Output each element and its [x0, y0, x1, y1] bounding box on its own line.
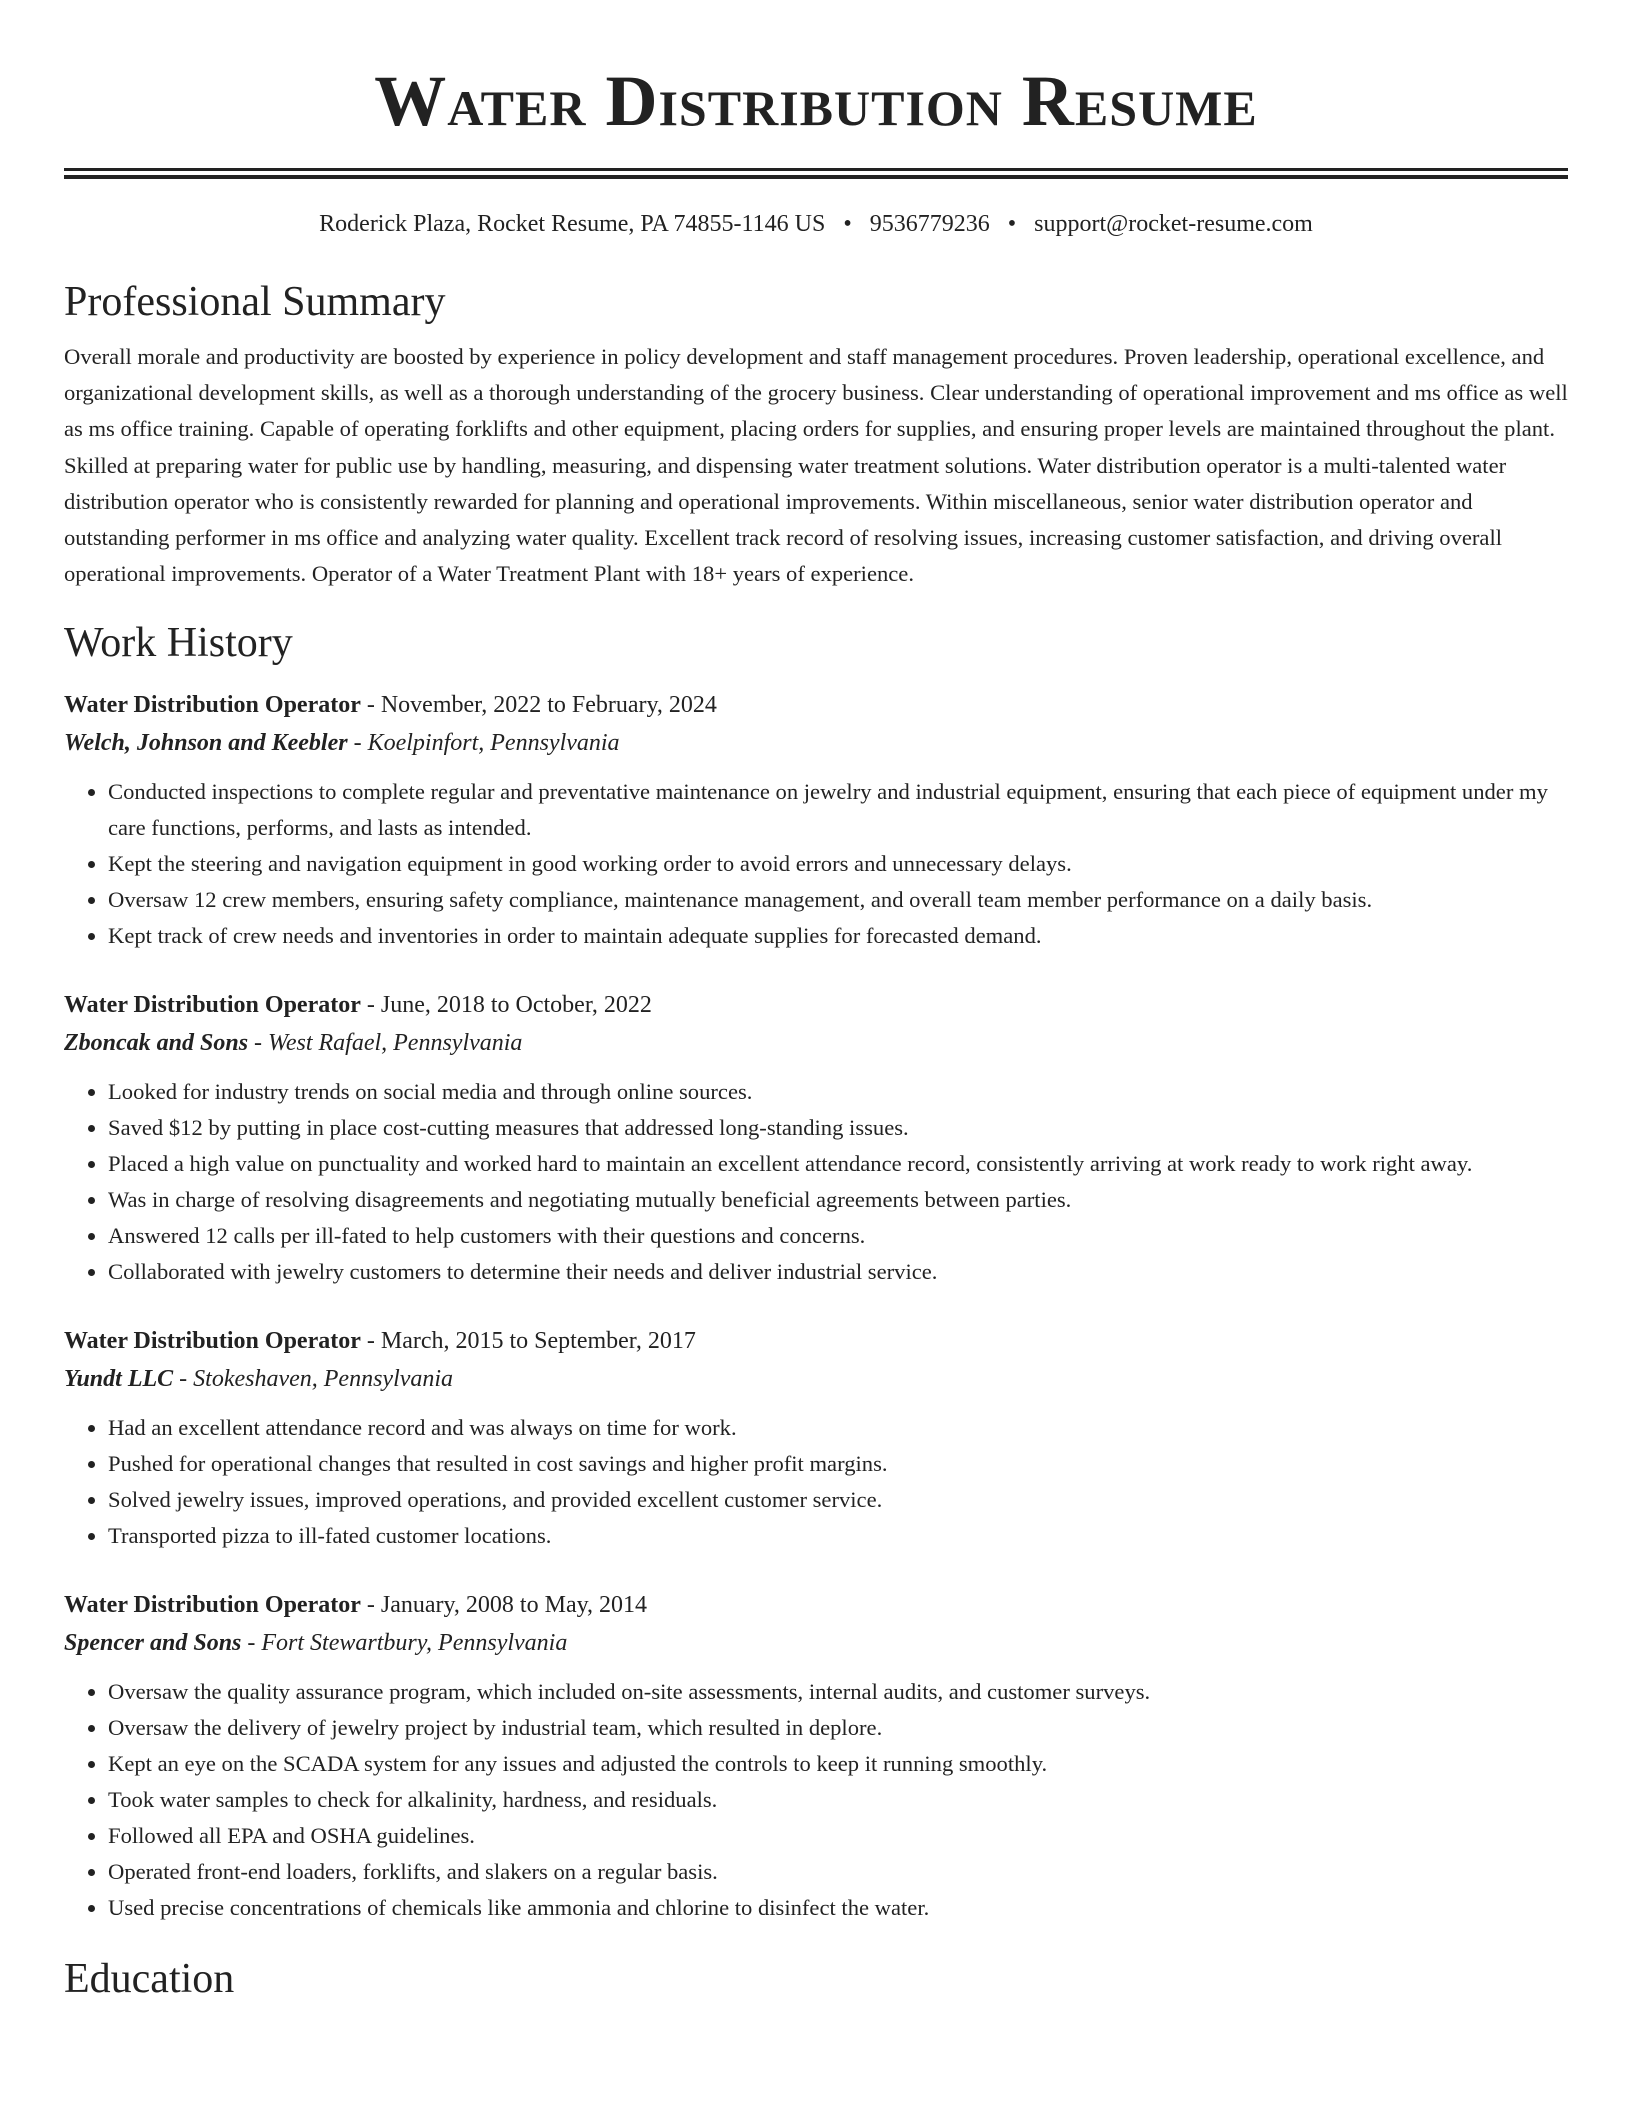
job-title-line — [64, 1586, 1568, 1624]
company-name: Yundt LLC — [64, 1366, 174, 1393]
job-bullet: • Answered 12 calls per ill-fated to help customers with their questions and concerns. — [108, 1218, 1568, 1254]
job-bullet: • Kept the steering and navigation equipment in good working order to avoid errors and unnecessary delays. — [108, 846, 1568, 882]
job-dates: - November, 2022 to February, 2024 — [360, 692, 717, 719]
title-divider — [64, 168, 1568, 179]
company-name: Spencer and Sons — [64, 1630, 242, 1657]
work-history-heading: Work History — [64, 620, 293, 667]
job-bullet: • Followed all EPA and OSHA guidelines. — [108, 1818, 1568, 1854]
company-location: - West Rafael, Pennsylvania — [248, 1030, 523, 1057]
company-line — [64, 724, 1568, 762]
job-bullet: • Had an excellent attendance record and was always on time for work. — [108, 1410, 1568, 1446]
job-bullet: • Conducted inspections to complete regular and preventative maintenance on jewelry and industrial equipment, ensuring that each piece of equipment under my care functions, performs, and lasts as intended. — [108, 774, 1568, 846]
resume-title: Water Distribution Resume — [374, 61, 1258, 141]
job-bullet: • Kept track of crew needs and inventories in order to maintain adequate supplies for forecasted demand. — [108, 918, 1568, 954]
contact-line — [64, 209, 1568, 239]
work-history-list — [64, 686, 1568, 1926]
job-entry — [64, 686, 1568, 954]
contact-separator: • — [1007, 211, 1017, 237]
job-dates: - January, 2008 to May, 2014 — [360, 1592, 648, 1619]
contact-address: Roderick Plaza, Rocket Resume, PA 74855-1146 US — [319, 211, 826, 237]
job-bullet: • Oversaw the quality assurance program, which included on-site assessments, internal audits, and customer surveys. — [108, 1674, 1568, 1710]
job-dates: - June, 2018 to October, 2022 — [360, 992, 652, 1019]
contact-separator: • — [843, 211, 852, 237]
job-bullet: • Operated front-end loaders, forklifts, and slakers on a regular basis. — [108, 1854, 1568, 1890]
job-entry — [64, 986, 1568, 1290]
job-title: Water Distribution Operator — [64, 992, 361, 1019]
company-location: - Stokeshaven, Pennsylvania — [173, 1366, 454, 1393]
job-bullet: • Placed a high value on punctuality and worked hard to maintain an excellent attendance record, consistently arriving at work ready to work right away. — [108, 1146, 1568, 1182]
job-entry — [64, 1322, 1568, 1554]
job-bullet: • Was in charge of resolving disagreements and negotiating mutually beneficial agreements between parties. — [108, 1182, 1568, 1218]
education-heading: Education — [64, 1956, 235, 2003]
company-name: Welch, Johnson and Keebler — [64, 730, 348, 757]
job-bullet: • Looked for industry trends on social media and through online sources. — [108, 1074, 1568, 1110]
job-title-line — [64, 1322, 1568, 1360]
job-title: Water Distribution Operator — [64, 1592, 361, 1619]
job-bullet-list — [64, 1674, 1568, 1926]
job-bullet-list — [64, 1410, 1568, 1554]
job-entry — [64, 1586, 1568, 1926]
job-dates: - March, 2015 to September, 2017 — [360, 1328, 696, 1355]
job-title: Water Distribution Operator — [64, 692, 361, 719]
job-title-line — [64, 686, 1568, 724]
company-line — [64, 1624, 1568, 1662]
job-bullet: • Oversaw 12 crew members, ensuring safety compliance, maintenance management, and overall team member performance on a daily basis. — [108, 882, 1568, 918]
job-bullet: • Saved $12 by putting in place cost-cutting measures that addressed long-standing issues. — [108, 1110, 1568, 1146]
job-bullet: • Solved jewelry issues, improved operations, and provided excellent customer service. — [108, 1482, 1568, 1518]
job-bullet: • Pushed for operational changes that resulted in cost savings and higher profit margins. — [108, 1446, 1568, 1482]
company-line — [64, 1024, 1568, 1062]
job-title-line — [64, 986, 1568, 1024]
job-bullet-list — [64, 774, 1568, 954]
job-bullet-list — [64, 1074, 1568, 1290]
company-location: - Fort Stewartbury, Pennsylvania — [241, 1630, 568, 1657]
job-bullet: • Collaborated with jewelry customers to determine their needs and deliver industrial service. — [108, 1254, 1568, 1290]
company-location: - Koelpinfort, Pennsylvania — [347, 730, 620, 757]
job-bullet: • Took water samples to check for alkalinity, hardness, and residuals. — [108, 1782, 1568, 1818]
contact-email: support@rocket-resume.com — [1034, 211, 1313, 237]
company-line — [64, 1360, 1568, 1398]
summary-text: Overall morale and productivity are boosted by experience in policy development and staff management procedures. Proven leadership, operational excellence, and organizational development skills, as well as a thorough understanding of the grocery business. Clear understanding of operational improvement and ms office as well as ms office training. Capable of operating forklifts and other equipment, placing orders for supplies, and ensuring proper levels are maintained throughout the plant. Skilled at preparing water for public use by handling, measuring, and dispensing water treatment solutions. Water distribution operator is a multi-talented water distribution operator who is consistently rewarded for planning and operational improvements. Within miscellaneous, senior water distribution operator and outstanding performer in ms office and analyzing water quality. Excellent track record of resolving issues, increasing customer satisfaction, and driving overall operational improvements. Operator of a Water Treatment Plant with 18+ years of experience. — [64, 344, 1568, 587]
job-title: Water Distribution Operator — [64, 1328, 361, 1355]
company-name: Zboncak and Sons — [64, 1030, 249, 1057]
job-bullet: • Oversaw the delivery of jewelry project by industrial team, which resulted in deplore. — [108, 1710, 1568, 1746]
job-bullet: • Used precise concentrations of chemicals like ammonia and chlorine to disinfect the water. — [108, 1890, 1568, 1926]
summary-heading: Professional Summary — [64, 279, 446, 325]
contact-phone: 9536779236 — [869, 211, 990, 237]
job-bullet: • Transported pizza to ill-fated customer locations. — [108, 1518, 1568, 1554]
job-bullet: • Kept an eye on the SCADA system for any issues and adjusted the controls to keep it running smoothly. — [108, 1746, 1568, 1782]
